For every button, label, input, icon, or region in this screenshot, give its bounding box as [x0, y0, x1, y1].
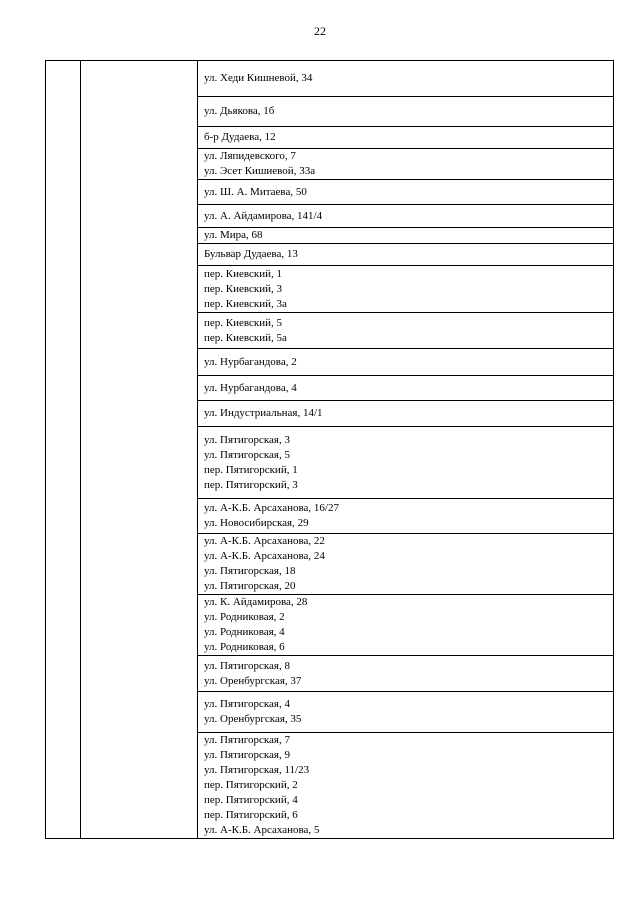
address-line: ул. Ляпидевского, 7	[204, 150, 296, 162]
address-line: ул. А-К.Б. Арсаханова, 16/27	[204, 502, 339, 514]
address-line: ул. Родниковая, 4	[204, 626, 285, 638]
address-cell	[198, 127, 614, 149]
address-line: пер. Пятигорский, 3	[204, 478, 298, 491]
address-cell	[198, 376, 614, 401]
address-cell	[198, 180, 614, 205]
empty-column-b	[81, 61, 198, 839]
address-line: ул. Эсет Кишиевой, 33а	[204, 165, 316, 177]
address-line: Бульвар Дудаева, 13	[204, 248, 298, 260]
empty-column-a	[46, 61, 81, 839]
address-cell	[198, 733, 614, 839]
address-line: пер. Киевский, 3	[204, 282, 283, 295]
address-line: ул. Пятигорская, 4	[204, 698, 290, 710]
address-line: ул. Дьякова, 1б	[204, 105, 275, 117]
address-table	[45, 60, 614, 839]
address-line: ул. А. Айдамирова, 141/4	[204, 209, 323, 222]
address-line: пер. Киевский, 3а	[204, 297, 287, 310]
address-line: ул. К. Айдамирова, 28	[204, 596, 308, 608]
address-cell	[198, 205, 614, 228]
address-cell	[198, 534, 614, 595]
address-table-body	[46, 61, 614, 839]
address-cell	[198, 149, 614, 180]
address-cell	[198, 266, 614, 313]
address-line: пер. Пятигорский, 4	[204, 794, 298, 806]
address-cell	[198, 401, 614, 427]
address-line: ул. А-К.Б. Арсаханова, 5	[204, 824, 320, 836]
address-line: ул. А-К.Б. Арсаханова, 22	[204, 535, 325, 547]
address-line: пер. Киевский, 5	[204, 316, 283, 329]
page-number: 22	[314, 24, 326, 38]
address-line: ул. Пятигорская, 7	[204, 734, 290, 746]
address-line: ул. Пятигорская, 20	[204, 580, 296, 592]
address-line: ул. Пятигорская, 3	[204, 433, 290, 446]
address-line: пер. Пятигорский, 2	[204, 779, 298, 791]
address-line: ул. Пятигорская, 8	[204, 659, 290, 672]
address-cell	[198, 692, 614, 733]
address-line: пер. Киевский, 1	[204, 267, 283, 280]
address-cell	[198, 228, 614, 244]
address-line: ул. Родниковая, 6	[204, 641, 285, 653]
address-line: пер. Киевский, 5а	[204, 331, 287, 344]
address-line: ул. Родниковая, 2	[204, 611, 285, 623]
address-line: ул. Пятигорская, 11/23	[204, 764, 310, 776]
address-line: ул. Пятигорская, 9	[204, 749, 290, 761]
address-cell	[198, 61, 614, 97]
address-line: пер. Пятигорский, 6	[204, 809, 298, 821]
address-cell	[198, 97, 614, 127]
address-cell	[198, 499, 614, 534]
address-cell	[198, 595, 614, 656]
address-line: ул. А-К.Б. Арсаханова, 24	[204, 550, 325, 562]
address-cell	[198, 244, 614, 266]
address-line: ул. Оренбургская, 37	[204, 674, 302, 687]
table-row	[46, 61, 614, 97]
address-line: ул. Ш. А. Митаева, 50	[204, 185, 307, 198]
address-cell	[198, 656, 614, 692]
address-line: ул. Новосибирская, 29	[204, 517, 309, 529]
address-line: ул. Пятигорская, 5	[204, 448, 290, 461]
address-line: ул. Мира, 68	[204, 229, 263, 241]
address-line: ул. Пятигорская, 18	[204, 565, 296, 577]
address-cell	[198, 349, 614, 376]
address-cell	[198, 427, 614, 499]
address-cell	[198, 313, 614, 349]
address-line: ул. Оренбургская, 35	[204, 713, 302, 725]
address-line: ул. Индустриальная, 14/1	[204, 407, 323, 419]
address-line: ул. Хеди Кишневой, 34	[204, 72, 313, 84]
address-line: пер. Пятигорский, 1	[204, 463, 298, 476]
address-line: ул. Нурбагандова, 2	[204, 355, 297, 368]
address-line: б-р Дудаева, 12	[204, 131, 276, 143]
address-line: ул. Нурбагандова, 4	[204, 381, 297, 394]
